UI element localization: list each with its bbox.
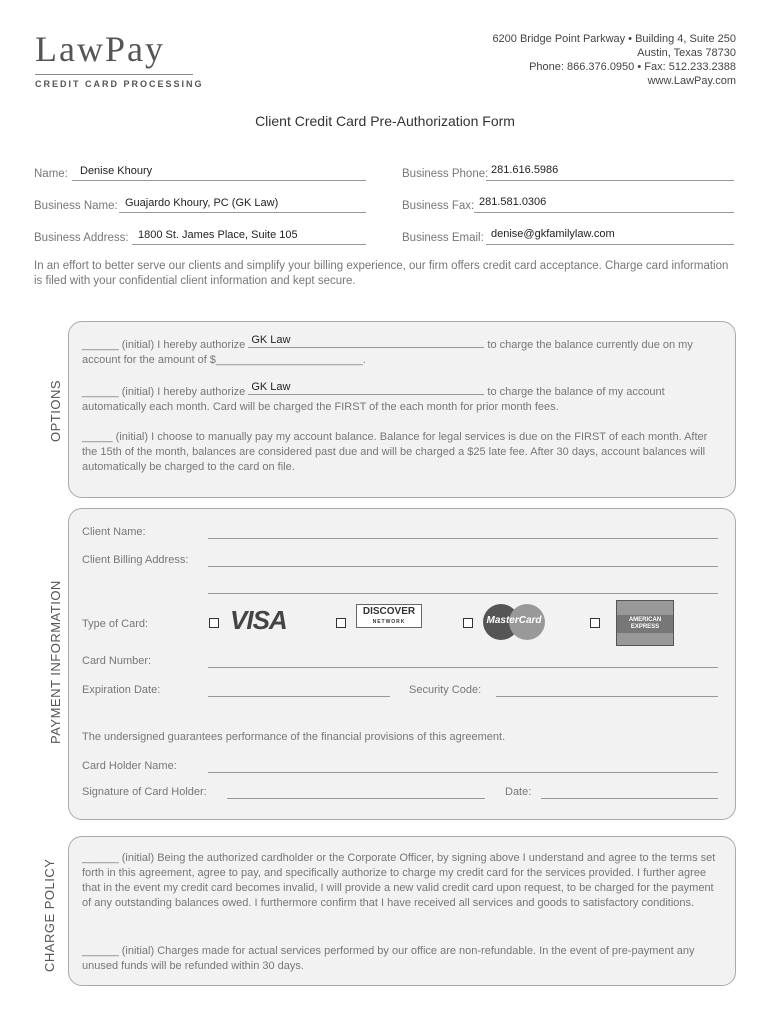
logo-divider — [35, 74, 193, 75]
discover-logo — [356, 604, 422, 628]
security-code-label: Security Code: — [409, 684, 482, 696]
option-1-prefix: ______ (initial) I hereby authorize — [82, 339, 246, 351]
lawpay-logo — [35, 28, 165, 70]
charge-policy-paragraph-2: ______ (initial) Charges made for actual services performed by our office are non-refundable. In the event of pre-payment any unused funds will be refunded within 30 days. — [82, 945, 695, 972]
client-name-label: Client Name: — [82, 526, 146, 538]
option-1-firm-field[interactable] — [248, 336, 484, 348]
amex-text: AMERICAN EXPRESS — [617, 615, 673, 633]
card-number-field[interactable] — [208, 653, 718, 668]
expiration-field[interactable] — [208, 682, 390, 697]
charge-policy-paragraph-1: ______ (initial) Being the authorized cardholder or the Corporate Officer, by signing above I understand and agree to the terms set forth in this agreement, agree to pay, and specifically authorize to charge my credit card for the services provided. I further agree that in the event my credit card becomes invalid, I will provide a new valid credit card upon request, to be charged for the payment of any outstanding balances owed. I furthermore confirm that I have received all services and goods to satisfactory conditions. — [82, 852, 716, 909]
mastercard-logo — [483, 604, 545, 640]
option-1 — [82, 336, 722, 368]
client-billing-field-2[interactable] — [208, 579, 718, 594]
form-title: Client Credit Card Pre-Authorization Form — [255, 113, 515, 129]
business-fax-value: 281.581.0306 — [479, 196, 547, 208]
signature-label: Signature of Card Holder: — [82, 786, 207, 798]
options-section-label: OPTIONS — [48, 379, 63, 442]
discover-text: DISCOVER — [362, 606, 416, 617]
option-3: _____ (initial) I choose to manually pay my account balance. Balance for legal services is due on the FIRST of each month. After the 15th of the month, balances are considered past due and will be charged a $25 late fee. After 30 days, account balances will automatically be charged to the card on file. — [82, 431, 708, 473]
option-1-suffix: to charge the balance currently due on my — [487, 339, 693, 351]
mastercard-checkbox[interactable] — [463, 618, 473, 628]
visa-checkbox[interactable] — [209, 618, 219, 628]
card-number-label: Card Number: — [82, 655, 152, 667]
expiration-label: Expiration Date: — [82, 684, 161, 696]
charge-policy-section-label: CHARGE POLICY — [42, 858, 57, 972]
option-2-firm: GK Law — [251, 381, 291, 393]
intro-paragraph: In an effort to better serve our clients and simplify your billing experience, our firm offers credit card acceptance. Charge card information is filed with your confidential client information and kept secure. — [34, 260, 729, 287]
business-address-value: 1800 St. James Place, Suite 105 — [138, 229, 298, 241]
client-billing-field-1[interactable] — [208, 552, 718, 567]
card-holder-field[interactable] — [208, 758, 718, 773]
date-field[interactable] — [541, 784, 718, 799]
business-email-value: denise@gkfamilylaw.com — [491, 228, 615, 240]
option-2-firm-field[interactable] — [248, 383, 484, 395]
option-2 — [82, 383, 722, 415]
type-of-card-label: Type of Card: — [82, 618, 149, 630]
address-line-4: www.LawPay.com — [647, 75, 736, 87]
business-fax-label: Business Fax: — [402, 200, 475, 212]
option-1-firm: GK Law — [251, 334, 291, 346]
payment-section-label: PAYMENT INFORMATION — [48, 580, 63, 744]
option-1-line2: account for the amount of $________________________. — [82, 354, 366, 366]
client-name-field[interactable] — [208, 524, 718, 539]
amex-checkbox[interactable] — [590, 618, 600, 628]
option-2-line2: automatically each month. Card will be charged the FIRST of the each month for prior month fees. — [82, 401, 559, 413]
company-address — [492, 32, 736, 88]
discover-subtext: NETWORK — [372, 619, 406, 625]
visa-logo: VISA — [230, 605, 287, 635]
business-phone-label: Business Phone: — [402, 168, 489, 180]
business-email-label: Business Email: — [402, 232, 484, 244]
address-line-1: 6200 Bridge Point Parkway • Building 4, Suite 250 — [492, 33, 736, 45]
discover-checkbox[interactable] — [336, 618, 346, 628]
address-line-3: Phone: 866.376.0950 • Fax: 512.233.2388 — [529, 61, 736, 73]
security-code-field[interactable] — [496, 682, 718, 697]
logo-subtitle: CREDIT CARD PROCESSING — [35, 79, 204, 89]
signature-field[interactable] — [227, 784, 485, 799]
business-name-label: Business Name: — [34, 200, 118, 212]
guarantee-text: The undersigned guarantees performance of the financial provisions of this agreement. — [82, 731, 506, 743]
amex-logo — [616, 600, 674, 646]
card-holder-label: Card Holder Name: — [82, 760, 177, 772]
address-line-2: Austin, Texas 78730 — [637, 47, 736, 59]
name-value: Denise Khoury — [80, 165, 153, 177]
name-label: Name: — [34, 168, 68, 180]
business-phone-value: 281.616.5986 — [491, 164, 559, 176]
business-name-value: Guajardo Khoury, PC (GK Law) — [125, 197, 279, 209]
business-address-label: Business Address: — [34, 232, 129, 244]
option-2-prefix: ______ (initial) I hereby authorize — [82, 386, 246, 398]
date-label: Date: — [505, 786, 532, 798]
logo-text: LawPay — [35, 29, 165, 69]
mastercard-text: MasterCard — [486, 615, 542, 626]
client-billing-label: Client Billing Address: — [82, 554, 189, 566]
option-2-suffix: to charge the balance of my account — [487, 386, 665, 398]
